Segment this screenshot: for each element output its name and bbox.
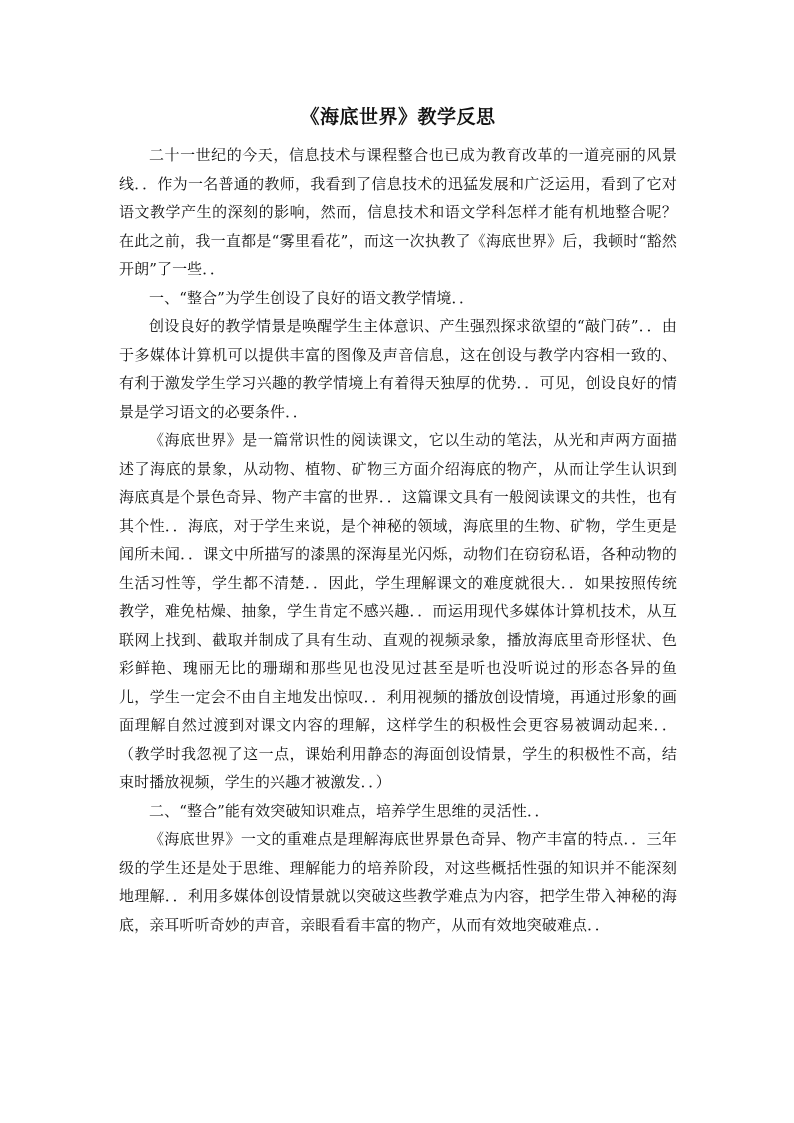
document-title: 《海底世界》教学反思 bbox=[300, 106, 496, 128]
paragraph-key-difficulties: 《海底世界》一文的重难点是理解海底世界景色奇异、物产丰富的特点．．三年级的学生还是处于思维、理解能力的培养阶段，对这些概括性强的知识并不能深刻地理解．．利用多媒体创设情景就以突破这些教学难点为内容，把学生带入神秘的海底，亲耳听听奇妙的声音，亲眼看看丰富的物产，从而有效地突破难点．． bbox=[119, 830, 677, 934]
document-body bbox=[119, 101, 677, 939]
section-heading-2: 二、“整合”能有效突破知识难点，培养学生思维的灵活性．． bbox=[149, 801, 550, 820]
section-heading-1: 一、“整合”为学生创设了良好的语文教学情境．． bbox=[149, 288, 475, 307]
paragraph-intro: 二十一世纪的今天，信息技术与课程整合也已成为教育改革的一道亮丽的风景线．．作为一名普通的教师，我看到了信息技术的迅猛发展和广泛运用，看到了它对语文教学产生的深刻的影响，然而，信息技术和语文学科怎样才能有机地整合呢？在此之前，我一直都是“雾里看花”，而这一次执教了《海底世界》后，我顿时“豁然开朗”了一些．． bbox=[119, 146, 677, 278]
paragraph-lesson-analysis: 《海底世界》是一篇常识性的阅读课文，它以生动的笔法，从光和声两方面描述了海底的景象，从动物、植物、矿物三方面介绍海底的物产，从而让学生认识到海底真是个景色奇异、物产丰富的世界．．这篇课文具有一般阅读课文的共性，也有其个性．．海底，对于学生来说，是个神秘的领域，海底里的生物、矿物，学生更是闻所未闻．．课文中所描写的漆黑的深海星光闪烁，动物们在窃窃私语，各种动物的生活习性等，学生都不清楚．．因此，学生理解课文的难度就很大．．如果按照传统教学，难免枯燥、抽象，学生肯定不感兴趣．．而运用现代多媒体计算机技术，从互联网上找到、截取并制成了具有生动、直观的视频录象，播放海底里奇形怪状、色彩鲜艳、瑰丽无比的珊瑚和那些见也没见过甚至是听也没听说过的形态各异的鱼儿，学生一定会不由自主地发出惊叹．．利用视频的播放创设情境，再通过形象的画面理解自然过渡到对课文内容的理解，这样学生的积极性会更容易被调动起来．．（教学时我忽视了这一点，课始利用静态的海面创设情景，学生的积极性不高，结束时播放视频，学生的兴趣才被激发．．） bbox=[119, 431, 677, 791]
paragraph-teaching-situation: 创设良好的教学情景是唤醒学生主体意识、产生强烈探求欲望的“敲门砖”．．由于多媒体计算机可以提供丰富的图像及声音信息，这在创设与教学内容相一致的、有利于激发学生学习兴趣的教学情境上有着得天独厚的优势．．可见，创设良好的情景是学习语文的必要条件．． bbox=[119, 317, 677, 421]
